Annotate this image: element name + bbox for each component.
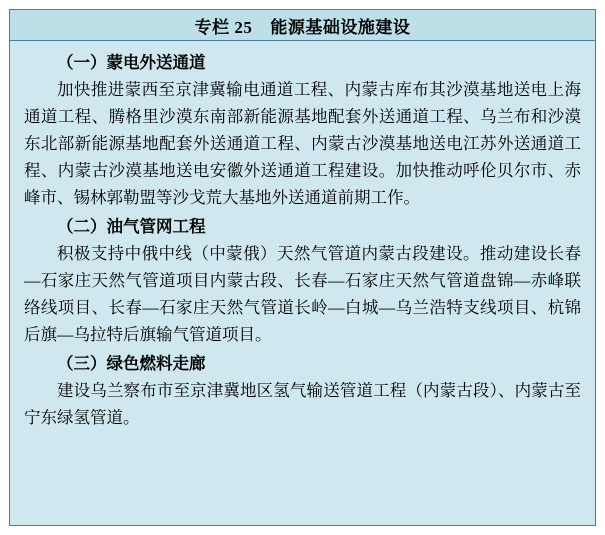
feature-box [9, 9, 596, 526]
box-title [10, 10, 595, 41]
box-body [10, 41, 595, 525]
section-heading-2: （二）油气管网工程 [57, 217, 206, 236]
section-heading-1: （一）蒙电外送通道 [57, 53, 206, 72]
section-paragraph-1: 加快推进蒙西至京津冀输电通道工程、内蒙古库布其沙漠基地送电上海通道工程、腾格里沙漠东南部新能源基地配套外送通道工程、乌兰布和沙漠东北部新能源基地配套外送通道工程、内蒙古沙漠基地送电江苏外送通道工程、内蒙古沙漠基地送电安徽外送通道工程建设。加快推动呼伦贝尔市、赤峰市、锡林郭勒盟等沙戈荒大基地外送通道前期工作。 [24, 80, 581, 207]
section-paragraph-2: 积极支持中俄中线（中蒙俄）天然气管道内蒙古段建设。推动建设长春—石家庄天然气管道项目内蒙古段、长春—石家庄天然气管道盘锦—赤峰联络线项目、长春—石家庄天然气管道长岭—白城—乌兰浩特支线项目、杭锦后旗—乌拉特后旗输气管道项目。 [24, 244, 581, 344]
box-title-text: 能源基础设施建设 [270, 17, 411, 37]
section-heading-3: （三）绿色燃料走廊 [57, 354, 206, 373]
box-title-number: 专栏 25 [194, 17, 253, 37]
section-paragraph-3: 建设乌兰察布市至京津冀地区氢气输送管道工程（内蒙古段）、内蒙古至宁东绿氢管道。 [24, 381, 581, 427]
